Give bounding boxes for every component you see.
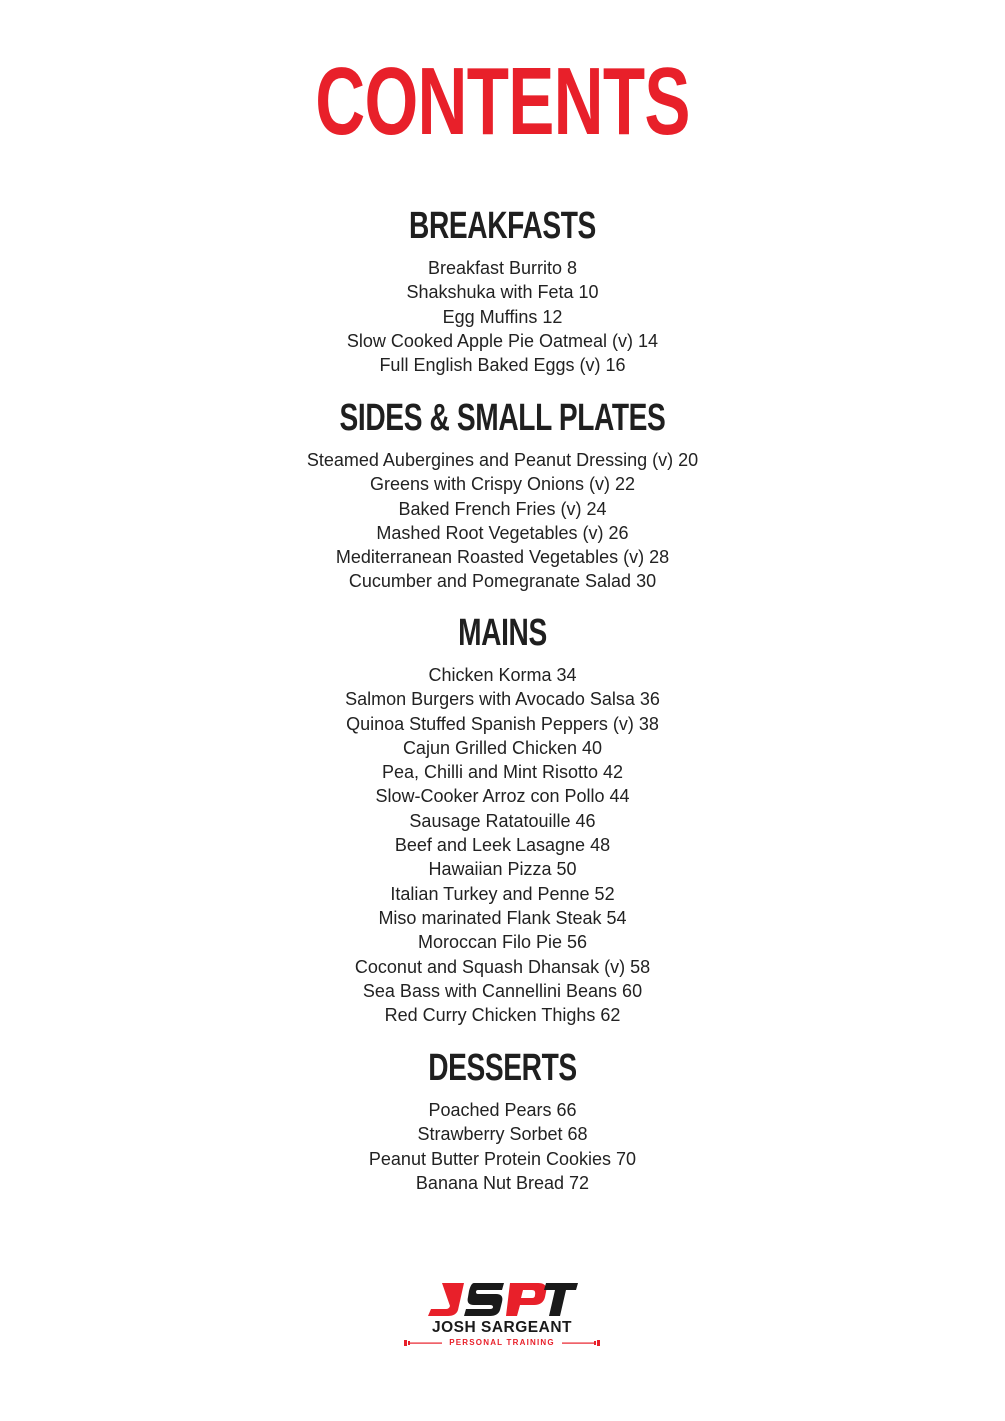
recipe-entry: Italian Turkey and Penne 52: [390, 883, 615, 904]
recipe-entry: Egg Muffins 12: [442, 306, 563, 327]
recipe-entry: Greens with Crispy Onions (v) 22: [369, 474, 636, 495]
recipe-entry: Pea, Chilli and Mint Risotto 42: [381, 762, 624, 783]
section-breakfasts: [0, 206, 1005, 377]
recipe-entry: Strawberry Sorbet 68: [417, 1124, 588, 1145]
recipe-entry: Cucumber and Pomegranate Salad 30: [348, 571, 657, 592]
recipe-entry: Coconut and Squash Dhansak (v) 58: [354, 956, 651, 977]
recipe-entry: Hawaiian Pizza 50: [428, 859, 577, 880]
section-heading: MAINS: [458, 612, 547, 654]
recipe-entry: Steamed Aubergines and Peanut Dressing (v) 20: [306, 450, 699, 470]
jspt-monogram-icon: [402, 1280, 602, 1320]
recipe-entry: Quinoa Stuffed Spanish Peppers (v) 38: [346, 713, 659, 734]
recipe-list: [0, 663, 1005, 1027]
recipe-entry: Poached Pears 66: [428, 1100, 577, 1120]
recipe-entry: Breakfast Burrito 8: [427, 258, 578, 278]
section-heading: DESSERTS: [428, 1047, 577, 1089]
section-heading: BREAKFASTS: [409, 205, 596, 247]
brand-name: JOSH SARGEANT: [432, 1319, 572, 1336]
recipe-entry: Banana Nut Bread 72: [415, 1172, 590, 1193]
recipe-entry: Baked French Fries (v) 24: [398, 498, 607, 519]
recipe-entry: Chicken Korma 34: [428, 665, 577, 685]
recipe-entry: Beef and Leek Lasagne 48: [394, 835, 611, 856]
recipe-entry: Slow-Cooker Arroz con Pollo 44: [375, 786, 630, 807]
recipe-entry: Shakshuka with Feta 10: [406, 282, 599, 303]
recipe-entry: Full English Baked Eggs (v) 16: [379, 355, 626, 376]
recipe-entry: Red Curry Chicken Thighs 62: [384, 1005, 621, 1026]
recipe-entry: Cajun Grilled Chicken 40: [402, 737, 603, 758]
section-mains: [0, 613, 1005, 1027]
recipe-list: [0, 448, 1005, 594]
recipe-entry: Miso marinated Flank Steak 54: [378, 907, 627, 928]
recipe-entry: Mediterranean Roasted Vegetables (v) 28: [335, 547, 670, 568]
recipe-entry: Sea Bass with Cannellini Beans 60: [362, 980, 643, 1001]
page-title: CONTENTS: [315, 48, 690, 155]
recipe-entry: Mashed Root Vegetables (v) 26: [376, 522, 629, 543]
section-sides-small-plates: [0, 398, 1005, 594]
recipe-entry: Sausage Ratatouille 46: [409, 810, 596, 831]
recipe-entry: Slow Cooked Apple Pie Oatmeal (v) 14: [346, 330, 659, 351]
brand-tagline: PERSONAL TRAINING: [449, 1338, 555, 1347]
recipe-entry: Moroccan Filo Pie 56: [417, 932, 588, 953]
brand-logo: [402, 1280, 602, 1352]
section-desserts: [0, 1048, 1005, 1195]
recipe-list: [0, 1098, 1005, 1195]
recipe-list: [0, 256, 1005, 377]
recipe-entry: Peanut Butter Protein Cookies 70: [368, 1148, 637, 1169]
recipe-entry: Salmon Burgers with Avocado Salsa 36: [345, 689, 660, 710]
section-heading: SIDES & SMALL PLATES: [339, 397, 666, 439]
